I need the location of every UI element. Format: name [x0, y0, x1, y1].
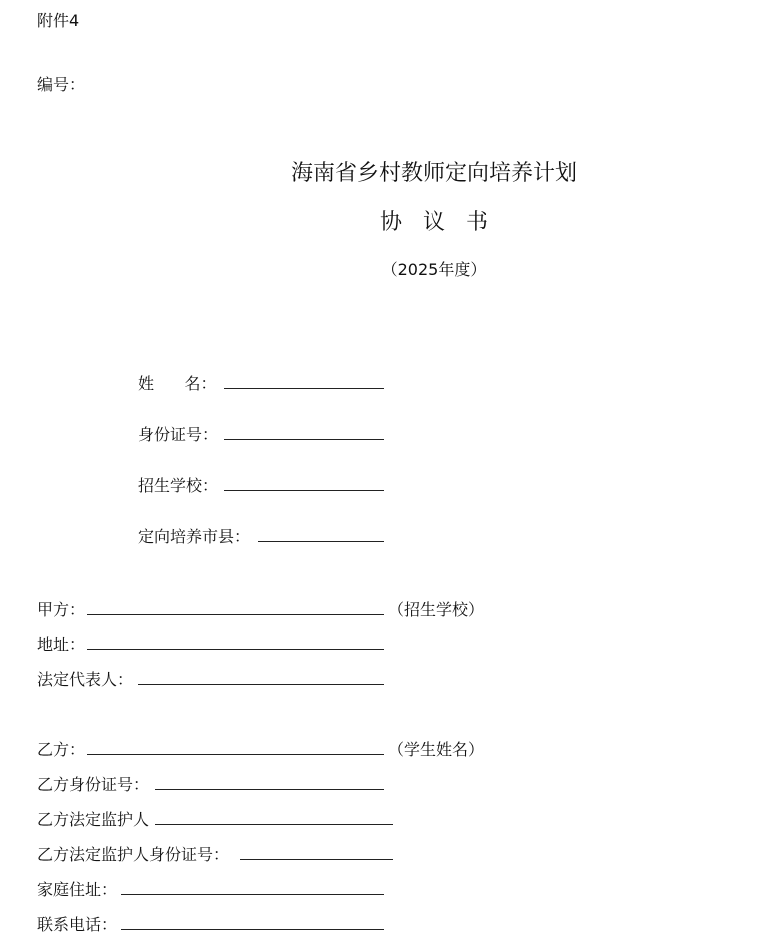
home-address-label: 家庭住址： — [37, 880, 118, 899]
annex-label: 附件4 — [37, 11, 80, 30]
party-b-blank[interactable] — [87, 754, 384, 755]
legal-rep-blank[interactable] — [138, 684, 384, 685]
party-b-id-label: 乙方身份证号： — [37, 775, 150, 794]
party-b-note: （学生姓名） — [388, 740, 485, 759]
id-number-blank[interactable] — [224, 439, 384, 440]
document-subtitle: 协 议 书 — [380, 210, 488, 235]
party-a-note: （招生学校） — [388, 600, 485, 619]
legal-rep-label: 法定代表人： — [37, 670, 134, 689]
party-b-label: 乙方： — [37, 740, 86, 759]
guardian-blank[interactable] — [155, 824, 393, 825]
party-a-label: 甲方： — [37, 600, 86, 619]
document-title: 海南省乡村教师定向培养计划 — [290, 161, 577, 186]
county-blank[interactable] — [258, 541, 384, 542]
name-blank[interactable] — [224, 388, 384, 389]
address-blank[interactable] — [87, 649, 384, 650]
party-b-id-blank[interactable] — [155, 789, 384, 790]
document-year: （2025年度） — [381, 260, 487, 279]
party-a-blank[interactable] — [87, 614, 384, 615]
county-label: 定向培养市县： — [138, 527, 251, 546]
serial-number-label: 编号： — [37, 75, 86, 94]
guardian-id-blank[interactable] — [240, 859, 393, 860]
school-label: 招生学校： — [138, 476, 219, 495]
phone-blank[interactable] — [121, 929, 384, 930]
address-label: 地址： — [37, 635, 86, 654]
guardian-id-label: 乙方法定监护人身份证号： — [37, 845, 230, 864]
school-blank[interactable] — [224, 490, 384, 491]
id-number-label: 身份证号： — [138, 425, 219, 444]
home-address-blank[interactable] — [121, 894, 384, 895]
phone-label: 联系电话： — [37, 915, 118, 934]
guardian-label: 乙方法定监护人 — [37, 810, 150, 829]
name-label: 姓 名： — [138, 374, 217, 393]
